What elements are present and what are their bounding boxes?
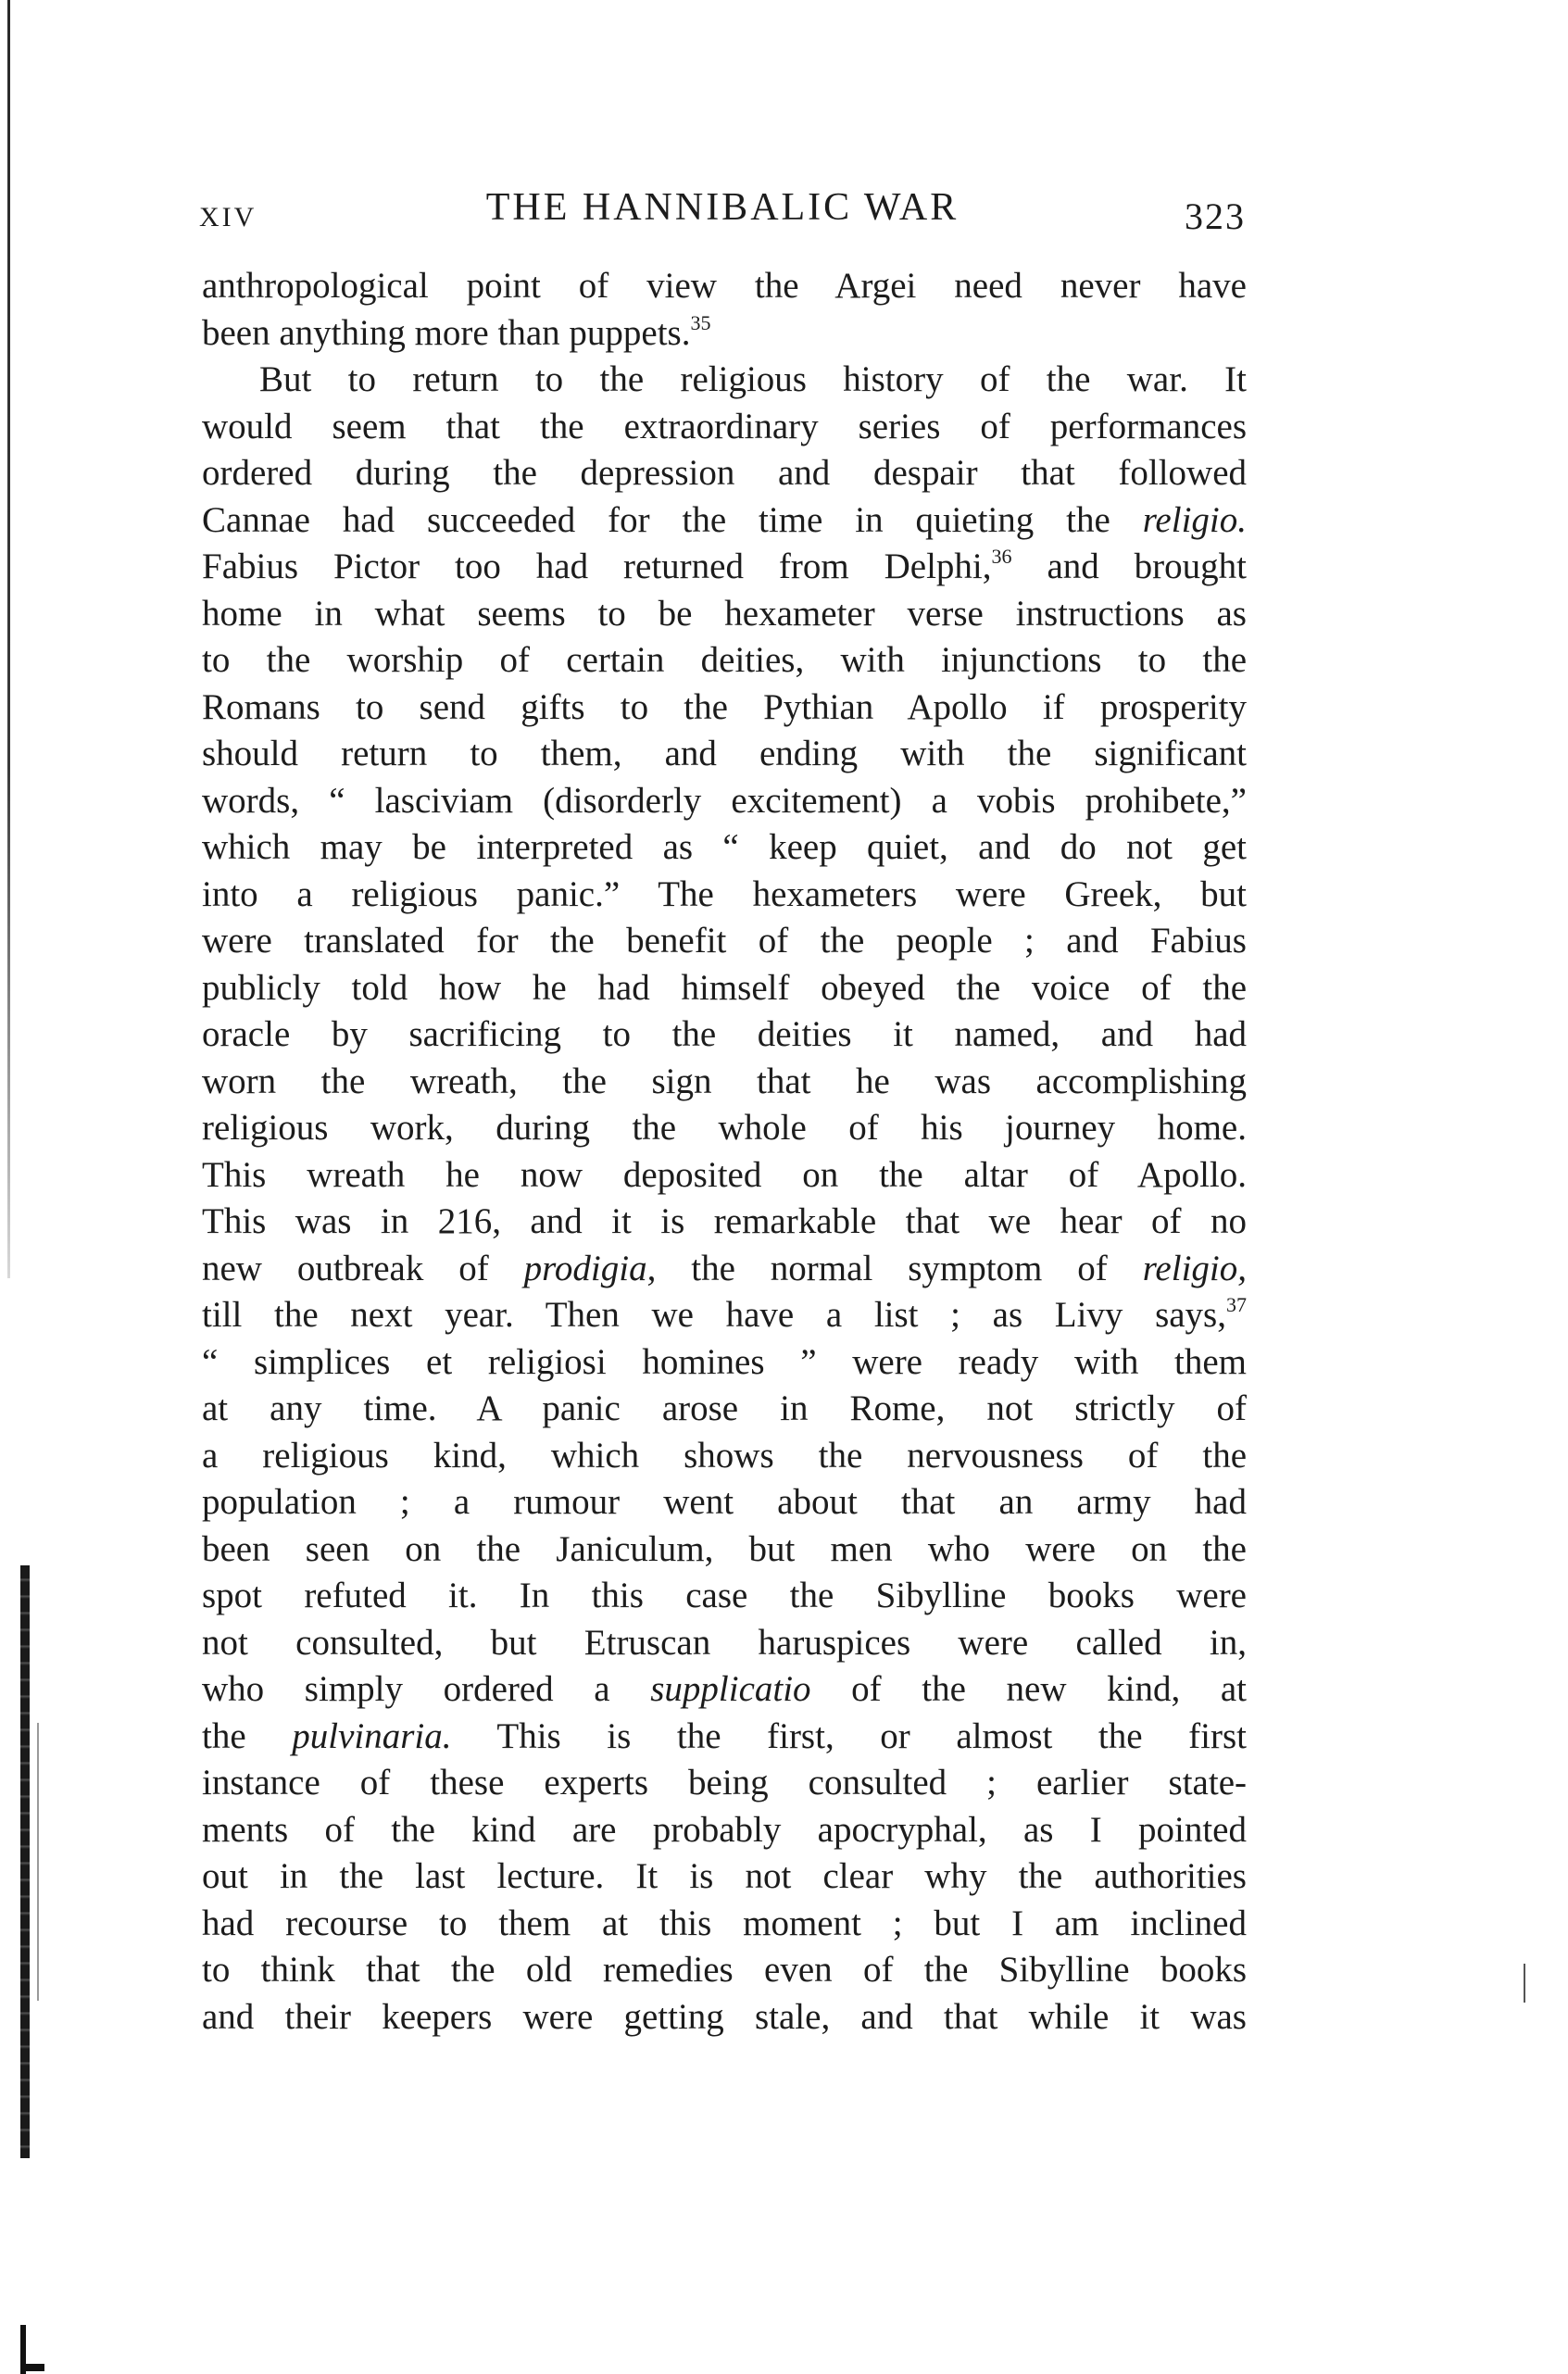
text-line — [202, 1011, 1247, 1059]
text-run: spot refuted it. In this case the Sibylline books were — [202, 1576, 1247, 1615]
text-run: But to return to the religious history of the war. It — [259, 359, 1247, 399]
italic-term: pulvinaria. — [292, 1715, 452, 1756]
text-line — [202, 872, 1247, 919]
text-line — [202, 1386, 1247, 1433]
text-run: should return to them, and ending with the significant — [202, 734, 1247, 773]
text-run: would seem that the extraordinary series of performances — [202, 406, 1247, 446]
text-line — [202, 404, 1247, 451]
text-line — [202, 591, 1247, 638]
italic-term: religio, — [1142, 1248, 1247, 1288]
text-run: to the worship of certain deities, with injunctions to the — [202, 640, 1247, 680]
text-line — [202, 1152, 1247, 1200]
footnote-ref: 36 — [991, 545, 1012, 568]
text-run: population ; a rumour went about that an army had — [202, 1482, 1247, 1522]
text-run: at any time. A panic arose in Rome, not strictly of — [202, 1388, 1247, 1428]
text-run: and their keepers were getting stale, and that while it was — [202, 1996, 1247, 2037]
text-line — [202, 1199, 1247, 1246]
text-run: publicly told how he had himself obeyed the voice of the — [202, 967, 1247, 1008]
text-run: anthropological point of view the Argei need never have — [202, 266, 1247, 306]
text-line — [202, 1339, 1247, 1387]
text-line — [202, 731, 1247, 778]
text-line — [202, 497, 1247, 545]
chapter-number: XIV — [199, 202, 257, 232]
running-head — [199, 185, 1246, 241]
text-line — [202, 1246, 1247, 1293]
text-run: worn the wreath, the sign that he was accomplishing — [202, 1061, 1247, 1101]
text-line — [202, 1807, 1247, 1854]
text-run: ordered during the depression and despair that followed — [202, 453, 1247, 493]
text-run: “ simplices et religiosi homines ” were ready with them — [202, 1341, 1247, 1382]
scan-corner-mark — [17, 2325, 44, 2374]
footnote-ref: 35 — [690, 310, 711, 334]
scan-edge-left — [7, 0, 10, 1278]
text-run: been seen on the Janiculum, but men who were on the — [202, 1528, 1247, 1569]
text-run: This is the first, or almost the first — [451, 1715, 1247, 1756]
text-run: and brought — [1011, 546, 1247, 586]
text-line — [202, 544, 1247, 591]
text-run: till the next year. Then we have a list ; as Livy says, — [202, 1295, 1226, 1335]
text-line — [202, 1666, 1247, 1714]
text-run: who simply ordered a — [202, 1669, 651, 1709]
text-line — [202, 824, 1247, 872]
text-run: religious work, during the whole of his journey home. — [202, 1108, 1247, 1148]
text-line — [202, 357, 1247, 404]
text-line — [202, 1479, 1247, 1526]
text-run: to think that the old remedies even of the Sibylline books — [202, 1950, 1247, 1990]
text-run: been anything more than puppets. — [202, 312, 691, 353]
text-line — [202, 1059, 1247, 1106]
text-run: the normal symptom of — [656, 1248, 1143, 1288]
text-line — [202, 1620, 1247, 1667]
italic-term: religio. — [1142, 499, 1247, 540]
footnote-ref: 37 — [1226, 1293, 1247, 1316]
text-run: had recourse to them at this moment ; but I am inclined — [202, 1903, 1247, 1943]
text-line — [202, 1433, 1247, 1480]
text-line — [202, 778, 1247, 825]
text-run: This wreath he now deposited on the altar of Apollo. — [202, 1154, 1247, 1195]
text-line — [202, 1760, 1247, 1807]
text-line — [202, 1901, 1247, 1948]
italic-term: supplicatio — [650, 1669, 811, 1709]
text-line — [202, 685, 1247, 732]
text-line — [202, 1714, 1247, 1761]
text-line — [202, 965, 1247, 1012]
text-run: out in the last lecture. It is not clear why the authorities — [202, 1856, 1247, 1896]
text-line — [202, 1105, 1247, 1152]
text-run: instance of these experts being consulted ; earlier state- — [202, 1763, 1247, 1802]
text-line — [202, 1994, 1247, 2041]
text-run: were translated for the benefit of the people ; and Fabius — [202, 921, 1247, 961]
text-line — [202, 310, 1247, 358]
text-run: Cannae had succeeded for the time in quieting the — [202, 499, 1143, 540]
text-run: Romans to send gifts to the Pythian Apollo if prosperity — [202, 686, 1247, 727]
text-line — [202, 637, 1247, 685]
text-line — [202, 1947, 1247, 1994]
scan-edge-right — [1524, 1964, 1525, 2003]
text-run: a religious kind, which shows the nervousness of the — [202, 1435, 1247, 1476]
text-line — [202, 918, 1247, 965]
text-run: words, “ lasciviam (disorderly excitement) a vobis prohibete,” — [202, 780, 1247, 821]
running-title: THE HANNIBALIC WAR — [485, 186, 960, 229]
page-number: 323 — [1185, 195, 1246, 237]
text-run: of the new kind, at — [810, 1669, 1247, 1709]
text-run: home in what seems to be hexameter verse instructions as — [202, 593, 1247, 634]
italic-term: prodigia, — [523, 1248, 657, 1288]
text-run: not consulted, but Etruscan haruspices were called in, — [202, 1622, 1247, 1663]
text-run: ments of the kind are probably apocryphal, as I pointed — [202, 1809, 1247, 1850]
text-run: oracle by sacrificing to the deities it named, and had — [202, 1014, 1247, 1054]
text-line — [202, 1526, 1247, 1574]
text-run: new outbreak of — [202, 1248, 524, 1288]
scan-edge-binding — [20, 1565, 30, 2158]
text-line — [202, 450, 1247, 497]
text-line — [202, 1853, 1247, 1901]
text-run: This was in 216, and it is remarkable that we hear of no — [202, 1201, 1247, 1241]
text-run: into a religious panic.” The hexameters were Greek, but — [202, 873, 1247, 914]
text-line — [202, 263, 1247, 310]
body-text — [202, 263, 1247, 2041]
text-run: the — [202, 1715, 293, 1756]
scan-edge-line — [37, 1723, 39, 2001]
text-line — [202, 1292, 1247, 1339]
text-run: which may be interpreted as “ keep quiet, and do not get — [202, 827, 1247, 867]
text-line — [202, 1573, 1247, 1620]
text-run: Fabius Pictor too had returned from Delphi, — [202, 546, 992, 586]
